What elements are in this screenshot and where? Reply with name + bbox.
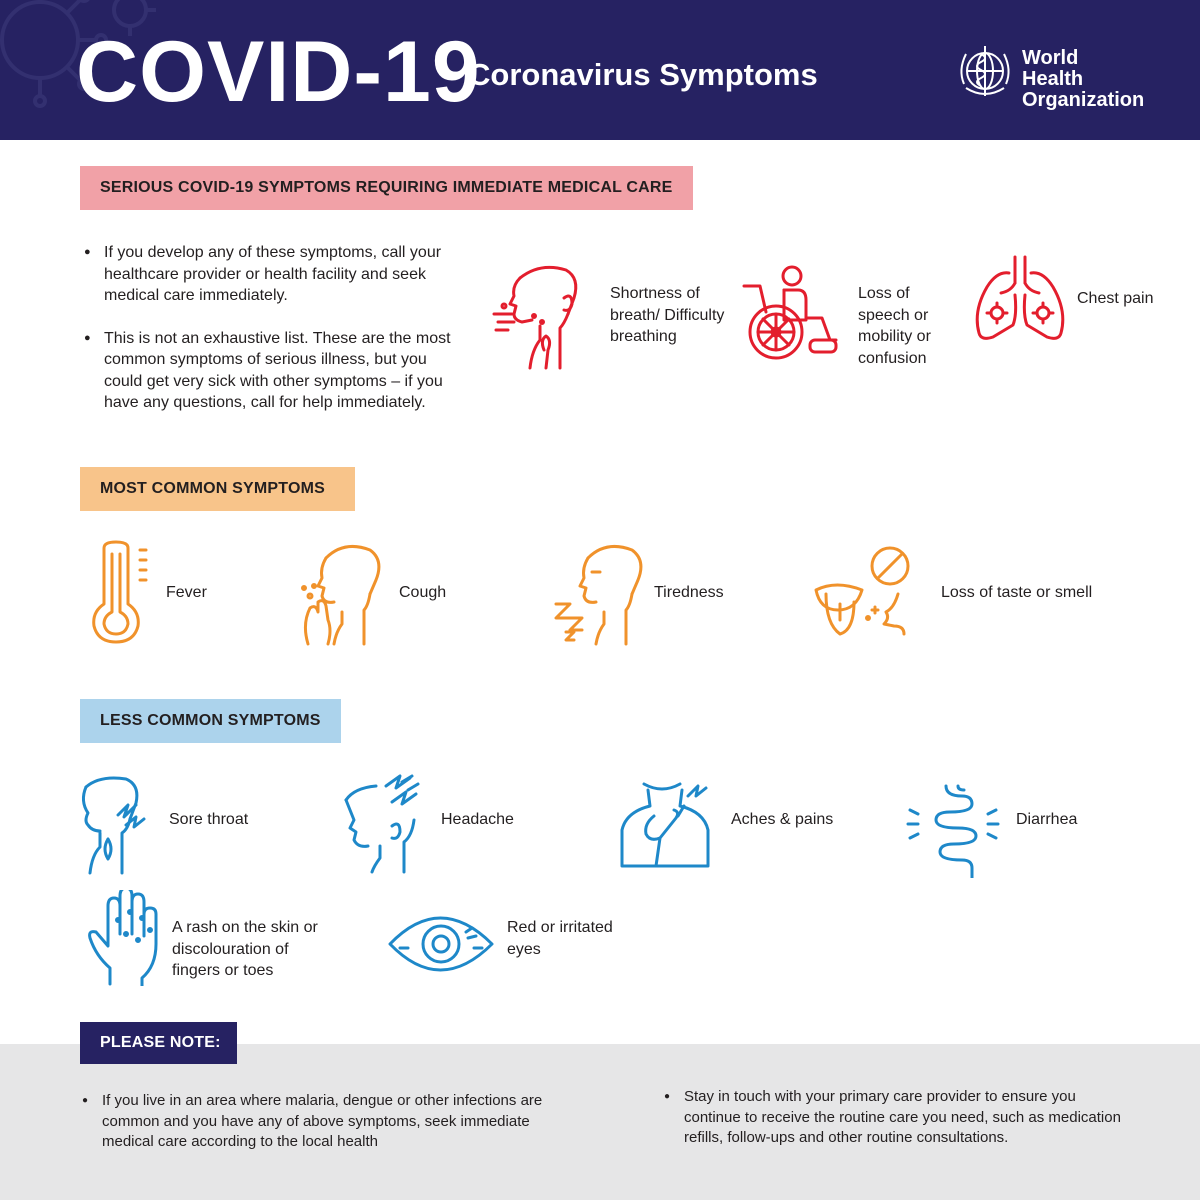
tiredness-icon (552, 542, 648, 646)
serious-label-breathing: Shortness of breath/ Difficulty breathing (610, 285, 725, 345)
page-subtitle: Coronavirus Symptoms (468, 57, 818, 92)
serious-label-chest: Chest pain (1077, 290, 1154, 307)
lungs-icon (975, 255, 1067, 341)
less-label-sore-throat: Sore throat (169, 811, 249, 828)
thermometer-icon (90, 540, 152, 644)
serious-bullet-1: ● If you develop any of these symptoms, call your healthcare provider or health facility and seek medical care immediately. (84, 242, 464, 307)
less-label-rash: A rash on the skin or discolouration of fingers or toes (172, 919, 318, 979)
less-label-headache: Headache (441, 811, 514, 828)
common-label-taste-smell: Loss of taste or smell (941, 584, 1093, 601)
page-title: COVID-19 (76, 24, 481, 120)
headache-icon (342, 772, 432, 874)
common-label-tiredness: Tiredness (654, 584, 724, 601)
who-emblem-icon (954, 40, 1016, 102)
eye-icon (386, 912, 496, 976)
aches-pains-icon (618, 780, 712, 870)
common-symptoms-heading: MOST COMMON SYMPTOMS (80, 467, 355, 511)
rash-hand-icon (86, 890, 166, 986)
serious-label-mobility: Loss of speech or mobility or confusion (858, 285, 931, 367)
wheelchair-icon (740, 262, 846, 362)
serious-bullet-2: ● This is not an exhaustive list. These are the most common symptoms of serious illness, but you could get very sick with other symptoms – if you have any questions, call for help immediately. (84, 328, 464, 414)
common-label-cough: Cough (399, 584, 447, 601)
serious-bullets (84, 242, 464, 435)
who-name-line1: World Health (1022, 47, 1084, 90)
note-heading: PLEASE NOTE: (80, 1022, 237, 1064)
serious-symptoms-heading: SERIOUS COVID-19 SYMPTOMS REQUIRING IMMEDIATE MEDICAL CARE (80, 166, 693, 210)
taste-smell-icon (812, 544, 924, 638)
less-label-eyes: Red or irritated eyes (507, 919, 613, 958)
sore-throat-icon (78, 775, 160, 875)
common-label-fever: Fever (166, 584, 207, 601)
who-logo (954, 40, 1144, 110)
note-bullet-2: ● Stay in touch with your primary care provider to ensure you continue to receive the routine care you need, such as medication refills, follow-ups and other routine consultations. (664, 1087, 1134, 1149)
less-label-aches: Aches & pains (731, 811, 834, 828)
breathing-difficulty-icon (490, 258, 600, 370)
cough-icon (298, 542, 386, 646)
less-label-diarrhea: Diarrhea (1016, 811, 1078, 828)
header-bar (0, 0, 1200, 140)
who-name-line2: Organization (1022, 89, 1145, 111)
intestines-icon (906, 782, 1000, 878)
less-common-symptoms-heading: LESS COMMON SYMPTOMS (80, 699, 341, 743)
note-bullet-1: ● If you live in an area where malaria, dengue or other infections are common and you have any of above symptoms, seek immediate medical care according to the local health (82, 1091, 552, 1153)
who-name (1022, 48, 1144, 111)
